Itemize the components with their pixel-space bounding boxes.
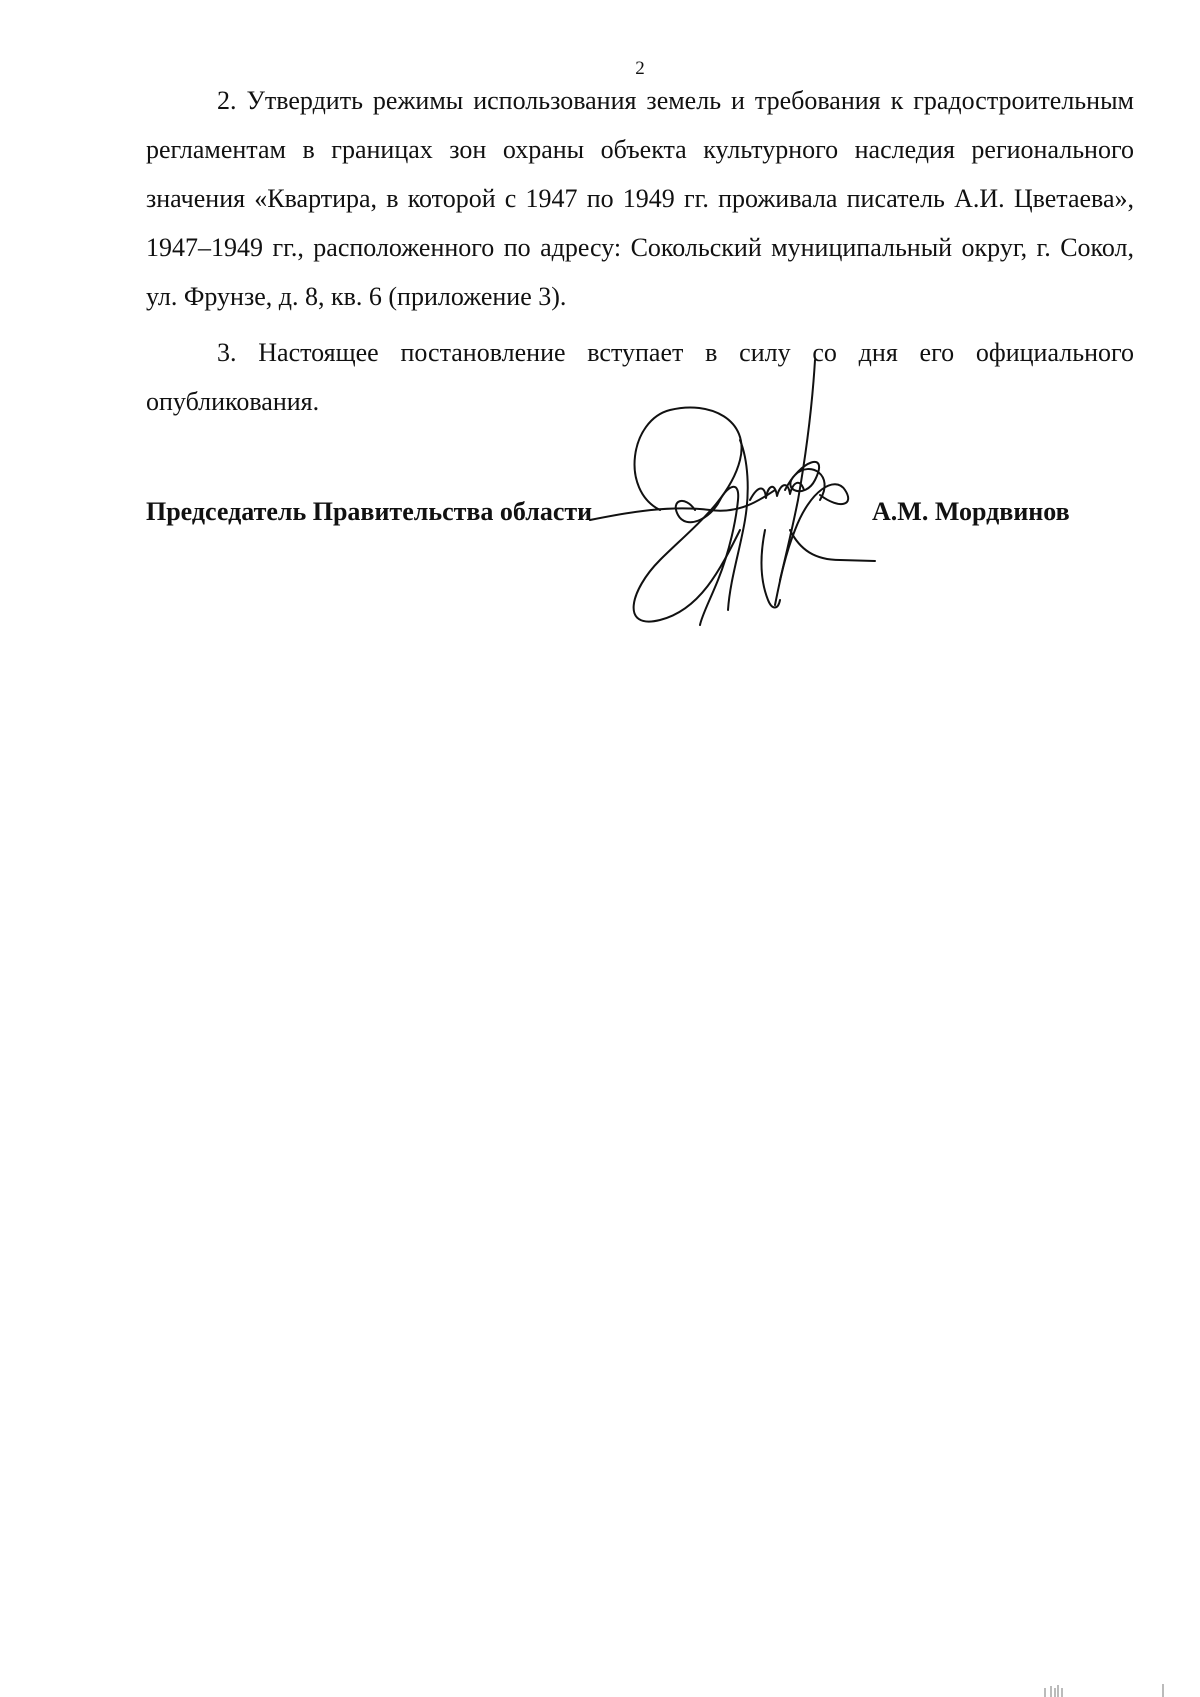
page-number: 2 [635,58,645,79]
paragraph-3: 3. Настоящее постановление вступает в силу со дня его официального опубликования. [146,338,1134,416]
signer-title: Председатель Правительства области [146,497,593,526]
signer-name: А.М. Мордвинов [872,497,1070,526]
scan-artifact-marks [1035,1680,1175,1697]
paragraph-2: 2. Утвердить режимы использования земель и требования к градостроительным регламентам в границах зон охраны объекта культурного наследия регионального значения «Квартира, в которой с 1947 по 1949 гг. проживала писатель А.И. Цветаева», 1947–1949 гг., расположенного по адресу: Сокольский муниципальный округ, г. Сокол, ул. Фрунзе, д. 8, кв. 6 (приложение 3). [146,86,1134,311]
signature-block [146,497,1096,547]
